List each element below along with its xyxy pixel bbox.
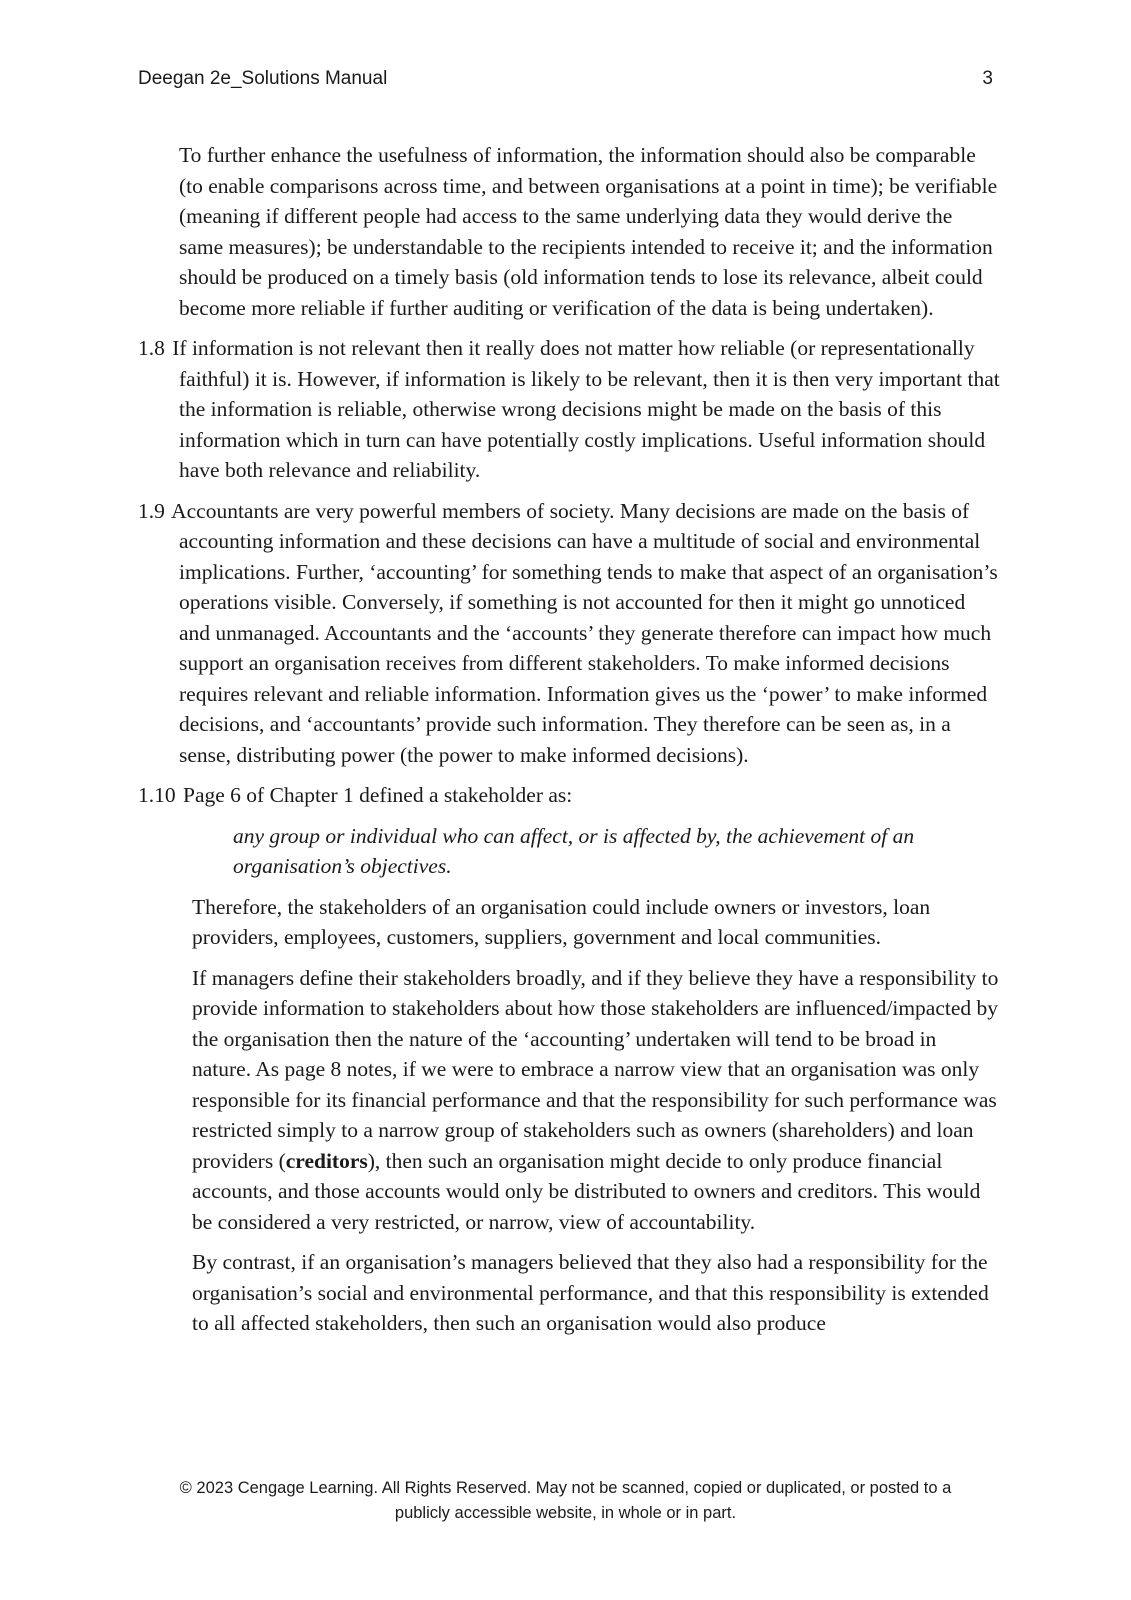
page-body: [138, 140, 1000, 1349]
page-number: 3: [982, 68, 993, 89]
answer-text: If information is not relevant then it really does not matter how reliable (or representationally faithful) it is. However, if information is likely to be relevant, then it is then very important that the information is reliable, otherwise wrong decisions might be made on the basis of this information which in turn can have potentially costly implications. Useful information should have both relevance and reliability.: [172, 336, 1000, 482]
answer-text: Accountants are very powerful members of society. Many decisions are made on the basis of accounting information and these decisions can have a multitude of social and environmental implications. Further, ‘accounting’ for something tends to make that aspect of an organisation’s operations visible. Conversely, if something is not accounted for then it might go unnoticed and unmanaged. Accountants and the ‘accounts’ they generate therefore can impact how much support an organisation receives from different stakeholders. To make informed decisions requires relevant and reliable information. Information gives us the ‘power’ to make informed decisions, and ‘accountants’ provide such information. They therefore can be seen as, in a sense, distributing power (the power to make informed decisions).: [171, 498, 998, 767]
copyright-footer: [120, 1476, 1011, 1526]
contrast-paragraph: By contrast, if an organisation’s managers believed that they also had a responsibility for the organisation’s social and environmental performance, and that this responsibility is extended to all affected stakeholders, then such an organisation would also produce: [192, 1250, 989, 1335]
paragraph-text: ), then such an organisation might decide to only produce financial accounts, and those accounts would only be distributed to owners and creditors. This would be considered a very restricted, or narrow, view of accountability.: [192, 1148, 981, 1234]
answer-number: 1.9: [138, 498, 165, 523]
copyright-line: © 2023 Cengage Learning. All Rights Reserved. May not be scanned, copied or duplicated, or posted to a: [179, 1479, 952, 1497]
intro-paragraph: To further enhance the usefulness of information, the information should also be comparable (to enable comparisons across time, and between organisations at a point in time); be verifiable (meaning if different people had access to the same underlying data they would derive the same measures); be understandable to the recipients intended to receive it; and the information should be produced on a timely basis (old information tends to lose its relevance, albeit could become more reliable if further auditing or verification of the data is being undertaken).: [179, 143, 998, 320]
answer-1-8: [138, 333, 1000, 486]
answer-1-10: [138, 780, 1000, 811]
copyright-line: publicly accessible website, in whole or in part.: [394, 1504, 737, 1522]
paragraph-text: If managers define their stakeholders broadly, and if they believe they have a responsibility to provide information to stakeholders about how those stakeholders are influenced/impacted by the organisation then the nature of the ‘accounting’ undertaken will tend to be broad in nature. As page 8 notes, if we were to embrace a narrow view that an organisation was only responsible for its financial performance and that the responsibility for such performance was restricted simply to a narrow group of stakeholders such as owners (shareholders) and loan providers (: [192, 965, 999, 1173]
page-header: [138, 68, 993, 90]
answer-number: 1.8: [138, 336, 165, 360]
broad-accounting-paragraph: [138, 963, 1000, 1238]
stakeholder-definition-quote: any group or individual who can affect, or is affected by, the achievement of an organisation’s objectives.: [233, 823, 915, 878]
answer-text: Page 6 of Chapter 1 defined a stakeholder as:: [183, 783, 573, 807]
stakeholders-paragraph: Therefore, the stakeholders of an organisation could include owners or investors, loan providers, employees, customers, suppliers, government and local communities.: [192, 894, 931, 949]
document-title: Deegan 2e_Solutions Manual: [138, 68, 388, 89]
bold-term: creditors: [285, 1148, 368, 1173]
answer-1-9: [138, 496, 1000, 771]
answer-number: 1.10: [138, 783, 176, 807]
